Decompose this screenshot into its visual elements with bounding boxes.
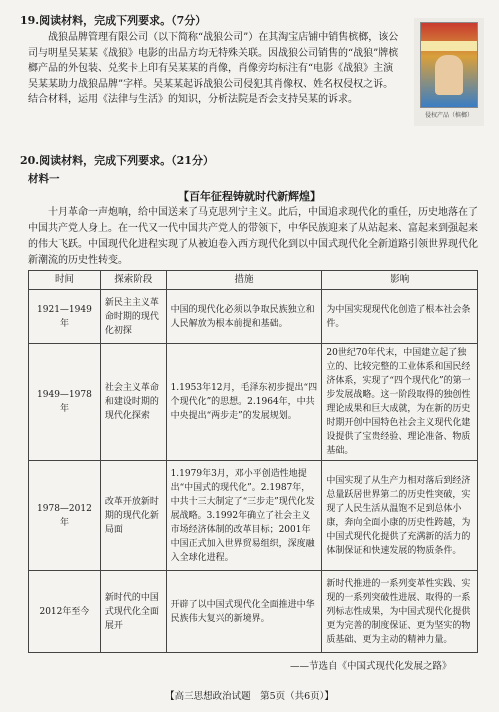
question-19-prompt: 结合材料，运用《法律与生活》的知识，分析法院是否会支持吴某的诉求。 (28, 94, 358, 105)
cell-stage: 新时代的中国式现代化全面展开 (100, 571, 166, 653)
product-caption: 侵权产品（槟榔） (424, 112, 473, 119)
table-row (29, 290, 478, 344)
product-image (414, 18, 484, 126)
table-row (29, 571, 478, 653)
cell-impact: 新时代推进的一系列变革性实践、实现的一系列突破性进展、取得的一系列标志性成果，为中国式现代化提供更为完善的制度保证、更为坚实的物质基础、更为主动的精神力量。 (322, 571, 478, 653)
header-impact: 影响 (322, 271, 478, 290)
table-row (29, 461, 478, 571)
material-heading: 【百年征程铸就时代新辉煌】 (178, 190, 321, 203)
cell-measures: 1.1979年3月，邓小平创造性地提出“中国式的现代化”。2.1987年，中共十三大制定了“三步走”现代化发展战略。3.1992年确立了社会主义市场经济体制的改革目标；2001年中国正式加入世界贸易组织，深度融入全球化进程。 (166, 461, 322, 571)
product-box-portrait (435, 55, 463, 95)
question-19-title: 19.阅读材料，完成下列要求。（7分） (20, 14, 207, 27)
material-source: ——节选自《中国式现代化发展之路》 (290, 661, 452, 672)
header-time: 时间 (29, 271, 101, 290)
cell-measures: 中国的现代化必须以争取民族独立和人民解放为根本前提和基础。 (166, 290, 322, 344)
material-paragraph: 十月革命一声炮响，给中国送来了马克思列宁主义。此后，中国追求现代化的重任，历史地落在了中国共产党人身上。在一代又一代中国共产党人的带领下，中华民族迎来了从站起来、富起来到强起来的伟大飞跃。中国现代化进程实现了从被迫卷入西方现代化到以中国式现代化全新道路引领世界现代化新潮流的历史性转变。 (28, 207, 478, 266)
cell-measures: 开辟了以中国式现代化全面推进中华民族伟大复兴的新境界。 (166, 571, 322, 653)
cell-time: 1921—1949年 (29, 290, 101, 344)
table-header-row (29, 271, 478, 290)
page-footer: 【高三思想政治试题 第5页（共6页）】 (165, 691, 334, 702)
cell-stage: 改革开放新时期的现代化新局面 (100, 461, 166, 571)
history-table (28, 270, 478, 653)
cell-impact: 20世纪70年代末，中国建立起了独立的、比较完整的工业体系和国民经济体系，实现了“四个现代化”的第一步发展战略。这一阶段取得的独创性理论成果和巨大成就，为在新的历史时期开创中国特色社会主义现代化建设提供了宝贵经验、理论准备、物质基础。 (322, 344, 478, 461)
material-label: 材料一 (28, 173, 60, 185)
question-19-body (28, 30, 403, 108)
cell-impact: 中国实现了从生产力相对落后到经济总量跃居世界第二的历史性突破，实现了人民生活从温饱不足到总体小康，奔向全面小康的历史性跨越，为中国式现代化提供了充满新的活力的体制保证和快速发展的物质条件。 (322, 461, 478, 571)
cell-time: 2012年至今 (29, 571, 101, 653)
product-box-stripe (421, 41, 477, 51)
cell-stage: 新民主主义革命时期的现代化初探 (100, 290, 166, 344)
header-measures: 措施 (166, 271, 322, 290)
question-20-title: 20.阅读材料，完成下列要求。（21分） (20, 154, 214, 167)
cell-time: 1949—1978年 (29, 344, 101, 461)
product-box-picture (420, 22, 478, 108)
question-19-paragraph: 战狼品牌管理有限公司（以下简称“战狼公司”）在其淘宝店铺中销售槟榔，该公司与明星吴某某《战狼》电影的出品方均无特殊关联。因战狼公司销售的“战狼”牌槟榔产品的外包装、兑奖卡上印有吴某某的肖像，肖像旁均标注有“电影《战狼》主演吴某某助力战狼品牌”字样。吴某某起诉战狼公司侵犯其肖像权、姓名权侵权之诉。 (28, 32, 399, 90)
header-stage: 探索阶段 (100, 271, 166, 290)
table-row (29, 344, 478, 461)
cell-impact: 为中国实现现代化创造了根本社会条件。 (322, 290, 478, 344)
cell-time: 1978—2012年 (29, 461, 101, 571)
cell-measures: 1.1953年12月，毛泽东初步提出“四个现代化”的思想。2.1964年，中共中央提出“两步走”的发展规划。 (166, 344, 322, 461)
cell-stage: 社会主义革命和建设时期的现代化探索 (100, 344, 166, 461)
